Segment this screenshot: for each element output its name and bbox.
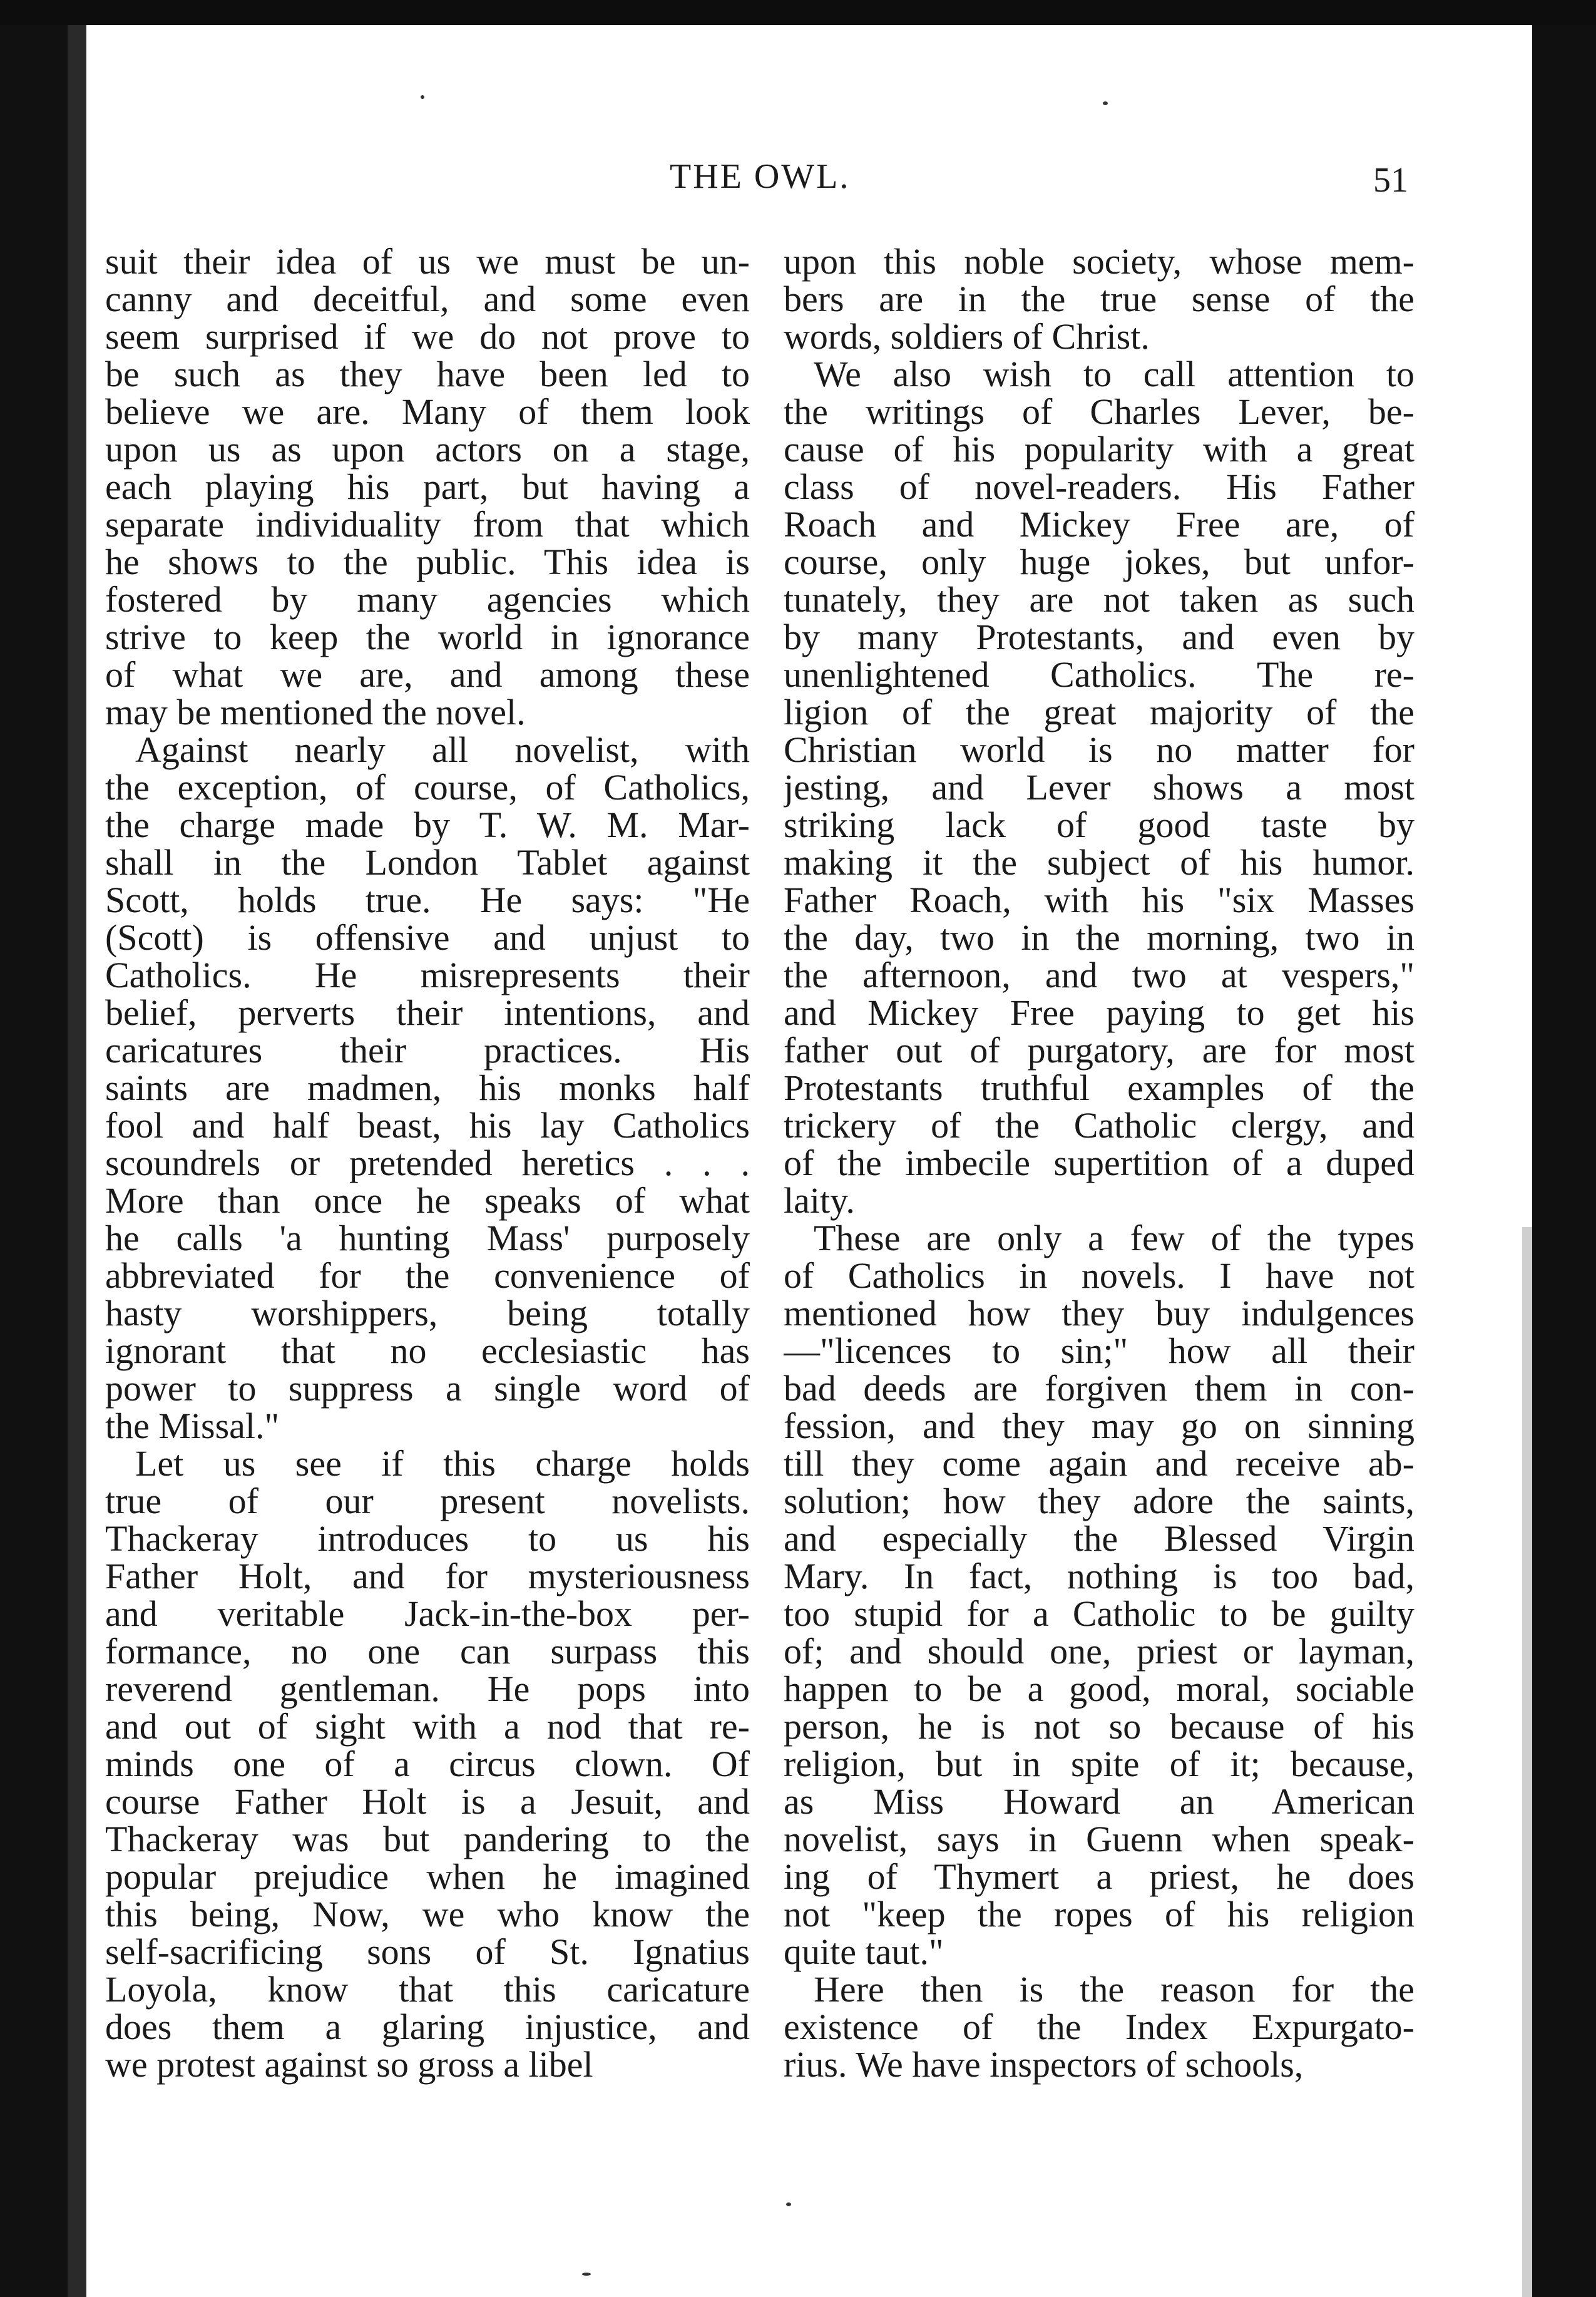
text-line: ligion of the great majority of the <box>784 692 1414 732</box>
paragraph <box>105 731 750 1445</box>
text-line: novelist, says in Guenn when speak- <box>784 1819 1414 1859</box>
text-line: too stupid for a Catholic to be guilty <box>784 1593 1414 1634</box>
speck-mark <box>582 2273 591 2276</box>
text-line: he shows to the public. This idea is <box>105 542 750 582</box>
text-line: and especially the Blessed Virgin <box>784 1518 1414 1559</box>
text-line: Here then is the reason for the <box>814 1969 1414 2010</box>
text-line: does them a glaring injustice, and <box>105 2007 750 2047</box>
text-line: Protestants truthful examples of the <box>784 1067 1414 1108</box>
text-line: These are only a few of the types <box>814 1218 1414 1258</box>
text-line: separate individuality from that which <box>105 504 750 545</box>
text-line: the writings of Charles Lever, be- <box>784 391 1414 432</box>
text-line: religion, but in spite of it; because, <box>784 1744 1414 1784</box>
text-line: happen to be a good, moral, sociable <box>784 1668 1414 1709</box>
text-line: We also wish to call attention to <box>814 354 1414 394</box>
text-line: suit their idea of us we must be un- <box>105 243 750 282</box>
text-line: each playing his part, but having a <box>105 466 750 507</box>
text-line: as Miss Howard an American <box>784 1781 1414 1822</box>
text-line: he calls 'a hunting Mass' purposely <box>105 1218 750 1258</box>
text-line: believe we are. Many of them look <box>105 391 750 432</box>
paragraph <box>784 1220 1414 1971</box>
text-line: course, only huge jokes, but unfor- <box>784 542 1414 582</box>
text-line: Thackeray introduces to us his <box>105 1518 750 1559</box>
text-line: existence of the Index Expurgato- <box>784 2007 1414 2047</box>
text-line: Roach and Mickey Free are, of <box>784 504 1414 545</box>
text-line: the exception, of course, of Catholics, <box>105 767 750 808</box>
running-title: THE OWL. <box>670 157 851 196</box>
text-line: strive to keep the world in ignorance <box>105 617 750 657</box>
right-column <box>784 243 1414 2140</box>
text-line: reverend gentleman. He pops into <box>105 1668 750 1709</box>
left-column <box>105 243 750 2140</box>
text-line: tunately, they are not taken as such <box>784 579 1414 620</box>
text-line: bers are in the true sense of the <box>784 279 1414 319</box>
text-line: the charge made by T. W. M. Mar- <box>105 804 750 845</box>
text-line: minds one of a circus clown. Of <box>105 1744 750 1784</box>
text-line: Let us see if this charge holds <box>135 1443 750 1484</box>
text-line: may be mentioned the novel. <box>105 692 526 732</box>
text-line: not "keep the ropes of his religion <box>784 1894 1414 1935</box>
text-line: and out of sight with a nod that re- <box>105 1706 750 1747</box>
text-line: abbreviated for the convenience of <box>105 1255 750 1296</box>
text-line: the day, two in the morning, two in <box>784 917 1414 958</box>
text-line: More than once he speaks of what <box>105 1180 750 1221</box>
scan-border-right <box>1532 25 1596 2297</box>
text-line: bad deeds are forgiven them in con- <box>784 1368 1414 1409</box>
text-line: —"licences to sin;" how all their <box>784 1330 1414 1371</box>
text-line: Mary. In fact, nothing is too bad, <box>784 1556 1414 1596</box>
text-line: quite taut." <box>784 1931 944 1972</box>
scan-page-edge-left <box>68 25 86 2297</box>
scan-border-top <box>0 0 1596 25</box>
text-line: this being, Now, we who know the <box>105 1894 750 1935</box>
text-line: Against nearly all novelist, with <box>135 729 750 770</box>
text-line: laity. <box>784 1180 855 1221</box>
text-line: of the imbecile supertition of a duped <box>784 1143 1414 1183</box>
text-line: Scott, holds true. He says: "He <box>105 880 750 920</box>
text-line: rius. We have inspectors of schools, <box>784 2044 1304 2085</box>
paragraph <box>784 243 1414 356</box>
text-line: self-sacrificing sons of St. Ignatius <box>105 1931 750 1972</box>
text-line: till they come again and receive ab- <box>784 1443 1414 1484</box>
page-number: 51 <box>1373 161 1408 200</box>
text-line: jesting, and Lever shows a most <box>784 767 1414 808</box>
text-line: upon us as upon actors on a stage, <box>105 429 750 470</box>
text-line: unenlightened Catholics. The re- <box>784 654 1414 695</box>
text-line: by many Protestants, and even by <box>784 617 1414 657</box>
text-line: mentioned how they buy indulgences <box>784 1293 1414 1333</box>
text-line: trickery of the Catholic clergy, and <box>784 1105 1414 1146</box>
text-line: ignorant that no ecclesiastic has <box>105 1330 750 1371</box>
text-line: person, he is not so because of his <box>784 1706 1414 1747</box>
text-line: the Missal." <box>105 1405 280 1446</box>
paragraph <box>784 1971 1414 2084</box>
text-line: shall in the London Tablet against <box>105 842 750 883</box>
text-line: father out of purgatory, are for most <box>784 1030 1414 1071</box>
text-line: caricatures their practices. His <box>105 1030 750 1071</box>
text-line: true of our present novelists. <box>105 1481 750 1521</box>
page-header <box>106 157 1408 207</box>
scan-border-left <box>0 25 76 2297</box>
text-line: (Scott) is offensive and unjust to <box>105 917 750 958</box>
text-line: and Mickey Free paying to get his <box>784 992 1414 1033</box>
text-line: the afternoon, and two at vespers," <box>784 955 1414 995</box>
speck-mark <box>1103 101 1108 105</box>
text-line: class of novel-readers. His Father <box>784 466 1414 507</box>
text-line: popular prejudice when he imagined <box>105 1856 750 1897</box>
text-line: saints are madmen, his monks half <box>105 1067 750 1108</box>
text-line: of; and should one, priest or layman, <box>784 1631 1414 1672</box>
paragraph <box>105 243 750 731</box>
paragraph <box>784 356 1414 1220</box>
text-line: of what we are, and among these <box>105 654 750 695</box>
text-line: and veritable Jack-in-the-box per- <box>105 1593 750 1634</box>
text-line: Christian world is no matter for <box>784 729 1414 770</box>
text-line: seem surprised if we do not prove to <box>105 316 750 357</box>
paragraph <box>105 1445 750 2084</box>
text-line: cause of his popularity with a great <box>784 429 1414 470</box>
text-line: course Father Holt is a Jesuit, and <box>105 1781 750 1822</box>
text-line: striking lack of good taste by <box>784 804 1414 845</box>
text-line: we protest against so gross a libel <box>105 2044 593 2085</box>
text-line: Loyola, know that this caricature <box>105 1969 750 2010</box>
speck-mark <box>421 95 424 99</box>
scan-page-edge-right <box>1522 1227 1532 2297</box>
text-line: power to suppress a single word of <box>105 1368 750 1409</box>
text-line: be such as they have been led to <box>105 354 750 394</box>
text-line: canny and deceitful, and some even <box>105 279 750 319</box>
text-line: of Catholics in novels. I have not <box>784 1255 1414 1296</box>
text-line: making it the subject of his humor. <box>784 842 1414 883</box>
text-line: formance, no one can surpass this <box>105 1631 750 1672</box>
text-line: Father Holt, and for mysteriousness <box>105 1556 750 1596</box>
text-line: belief, perverts their intentions, and <box>105 992 750 1033</box>
text-line: solution; how they adore the saints, <box>784 1481 1414 1521</box>
text-line: fession, and they may go on sinning <box>784 1405 1414 1446</box>
text-line: Thackeray was but pandering to the <box>105 1819 750 1859</box>
text-line: Father Roach, with his "six Masses <box>784 880 1414 920</box>
text-line: ing of Thymert a priest, he does <box>784 1856 1414 1897</box>
text-line: fool and half beast, his lay Catholics <box>105 1105 750 1146</box>
text-line: upon this noble society, whose mem- <box>784 243 1414 282</box>
text-line: Catholics. He misrepresents their <box>105 955 750 995</box>
text-line: words, soldiers of Christ. <box>784 316 1150 357</box>
speck-mark <box>786 2202 791 2206</box>
text-line: hasty worshippers, being totally <box>105 1293 750 1333</box>
text-line: scoundrels or pretended heretics . . . <box>105 1143 750 1183</box>
text-line: fostered by many agencies which <box>105 579 750 620</box>
